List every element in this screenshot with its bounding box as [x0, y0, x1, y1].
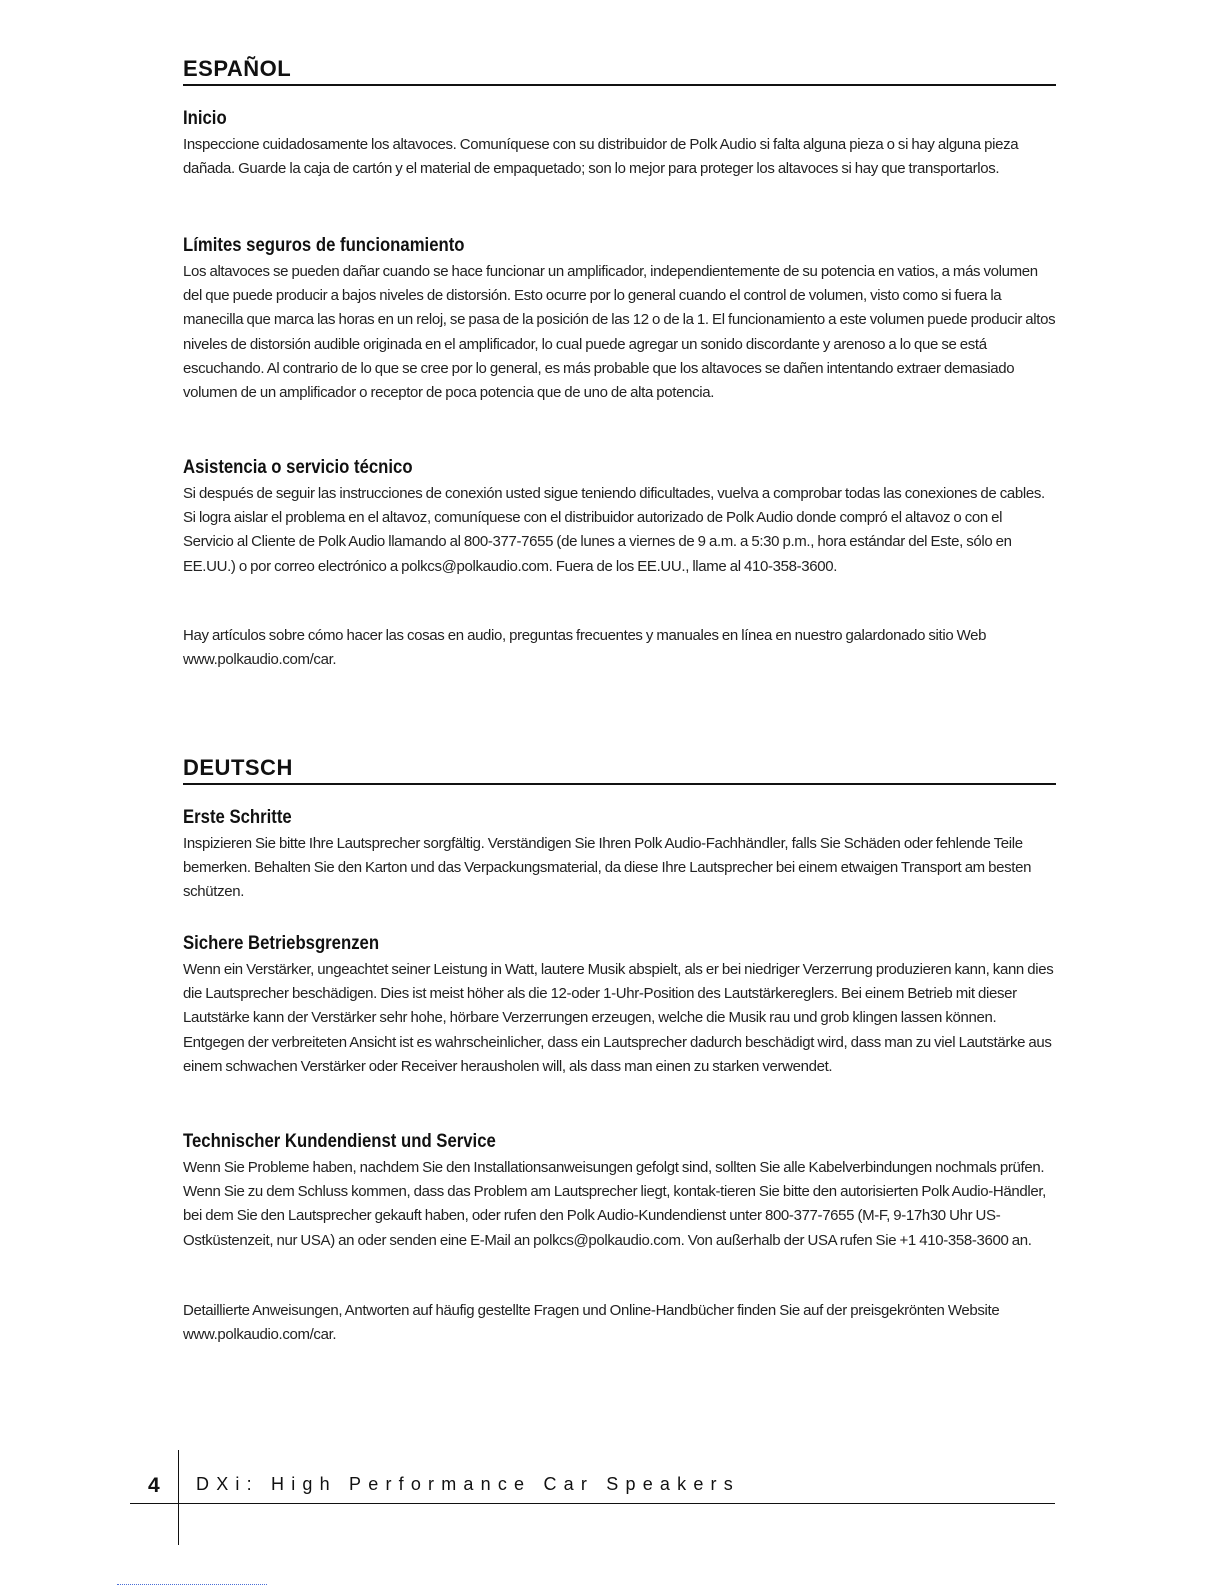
subheading: Sichere Betriebsgrenzen — [183, 933, 380, 954]
footer-title: DXi: High Performance Car Speakers — [196, 1474, 740, 1494]
paragraph: Hay artículos sobre cómo hacer las cosas en audio, preguntas frecuentes y manuales en línea en nuestro galardonado sitio Web www.polkaudio.com/car. — [183, 627, 987, 669]
paragraph: Detaillierte Anweisungen, Antworten auf häufig gestellte Fragen und Online-Handbücher finden Sie auf der preisgekrönten Website www.polkaudio.com/car. — [183, 1302, 1000, 1344]
section-technischer-kundendienst — [183, 1130, 1056, 1253]
section-erste-schritte — [183, 806, 1056, 905]
section-heading-deutsch: DEUTSCH — [183, 755, 1056, 785]
paragraph: Los altavoces se pueden dañar cuando se hace funcionar un amplificador, independientemente de su potencia en vatios, a más volumen del que puede producir a bajos niveles de distorsión. Esto ocurre por lo general cuando el control de volumen, visto como si fuera la manecilla que marca las horas en un reloj, se pasa de la posición de las 12 o de la 1. El funcionamiento a este volumen puede producir altos niveles de distorsión audible originada en el amplificador, lo cual puede agregar un sonido discordante y arenoso a lo que se está escuchando. Al contrario de lo que se cree por lo general, es más probable que los altavoces se dañen intentando extraer demasiado volumen de un amplificador o receptor de poca potencia que de uno de alta potencia. — [183, 263, 1056, 402]
section-inicio — [183, 107, 1056, 181]
section-asistencia — [183, 456, 1056, 579]
subheading: Asistencia o servicio técnico — [183, 457, 413, 478]
section-asistencia-web — [183, 624, 1056, 672]
footer-divider-vertical — [178, 1450, 179, 1545]
section-heading-espanol: ESPAÑOL — [183, 56, 1056, 86]
section-limites-seguros — [183, 234, 1056, 405]
section-technischer-kundendienst-web — [183, 1299, 1056, 1347]
subheading: Límites seguros de funcionamiento — [183, 235, 465, 256]
subheading: Erste Schritte — [183, 807, 292, 828]
subheading: Technischer Kundendienst und Service — [183, 1131, 496, 1152]
footer-divider-horizontal — [130, 1503, 1055, 1504]
paragraph: Wenn ein Verstärker, ungeachtet seiner Leistung in Watt, lautere Musik abspielt, als er bei niedriger Verzerrung produzieren kann, kann dies die Lautsprecher beschädigen. Dies ist meist höher als die 12-oder 1-Uhr-Position des Lautstärkereglers. Bei einem Betrieb mit dieser Lautstärke kann der Verstärker sehr hohe, hörbare Verzerrungen erzeugen, welche die Musik rau und grob klingen lassen können. Entgegen der verbreiteten Ansicht ist es wahrscheinlicher, dass ein Lautsprecher dadurch beschädigt wird, dass man zu viel Lautstärke aus einem schwachen Verstärker oder Receiver herausholen will, als dass man einen zu starken verwendet. — [183, 961, 1054, 1075]
page-number: 4 — [148, 1474, 160, 1497]
paragraph: Wenn Sie Probleme haben, nachdem Sie den Installationsanweisungen gefolgt sind, sollten Sie alle Kabelverbindungen nochmals prüfen. Wenn Sie zu dem Schluss kommen, dass das Problem am Lautsprecher liegt, kontak-tieren Sie bitte den autorisierten Polk Audio-Händler, bei dem Sie den Lautsprecher gekauft haben, oder rufen den Polk Audio-Kundendienst unter 800-377-7655 (M-F, 9-17h30 Uhr US-Ostküstenzeit, nur USA) an oder senden eine E-Mail an polkcs@polkaudio.com. Von außerhalb der USA rufen Sie +1 410-358-3600 an. — [183, 1159, 1046, 1249]
section-sichere-betriebsgrenzen — [183, 932, 1056, 1079]
paragraph: Si después de seguir las instrucciones de conexión usted sigue teniendo dificultades, vuelva a comprobar todas las conexiones de cables. Si logra aislar el problema en el altavoz, comuníquese con el distribuidor autorizado de Polk Audio donde compró el altavoz o con el Servicio al Cliente de Polk Audio llamando al 800-377-7655 (de lunes a viernes de 9 a.m. a 5:30 p.m., hora estándar del Este, sólo en EE.UU.) o por correo electrónico a polkcs@polkaudio.com. Fuera de los EE.UU., llame al 410-358-3600. — [183, 485, 1045, 575]
paragraph: Inspeccione cuidadosamente los altavoces. Comuníquese con su distribuidor de Polk Audio si falta alguna pieza o si hay alguna pieza dañada. Guarde la caja de cartón y el material de empaquetado; son lo mejor para proteger los altavoces si hay que transportarlos. — [183, 136, 1019, 178]
paragraph: Inspizieren Sie bitte Ihre Lautsprecher sorgfältig. Verständigen Sie Ihren Polk Audio-Fachhändler, falls Sie Schäden oder fehlende Teile bemerken. Behalten Sie den Karton und das Verpackungsmaterial, da diese Ihre Lautsprecher bei einem etwaigen Transport am besten schützen. — [183, 835, 1032, 901]
subheading: Inicio — [183, 108, 227, 129]
